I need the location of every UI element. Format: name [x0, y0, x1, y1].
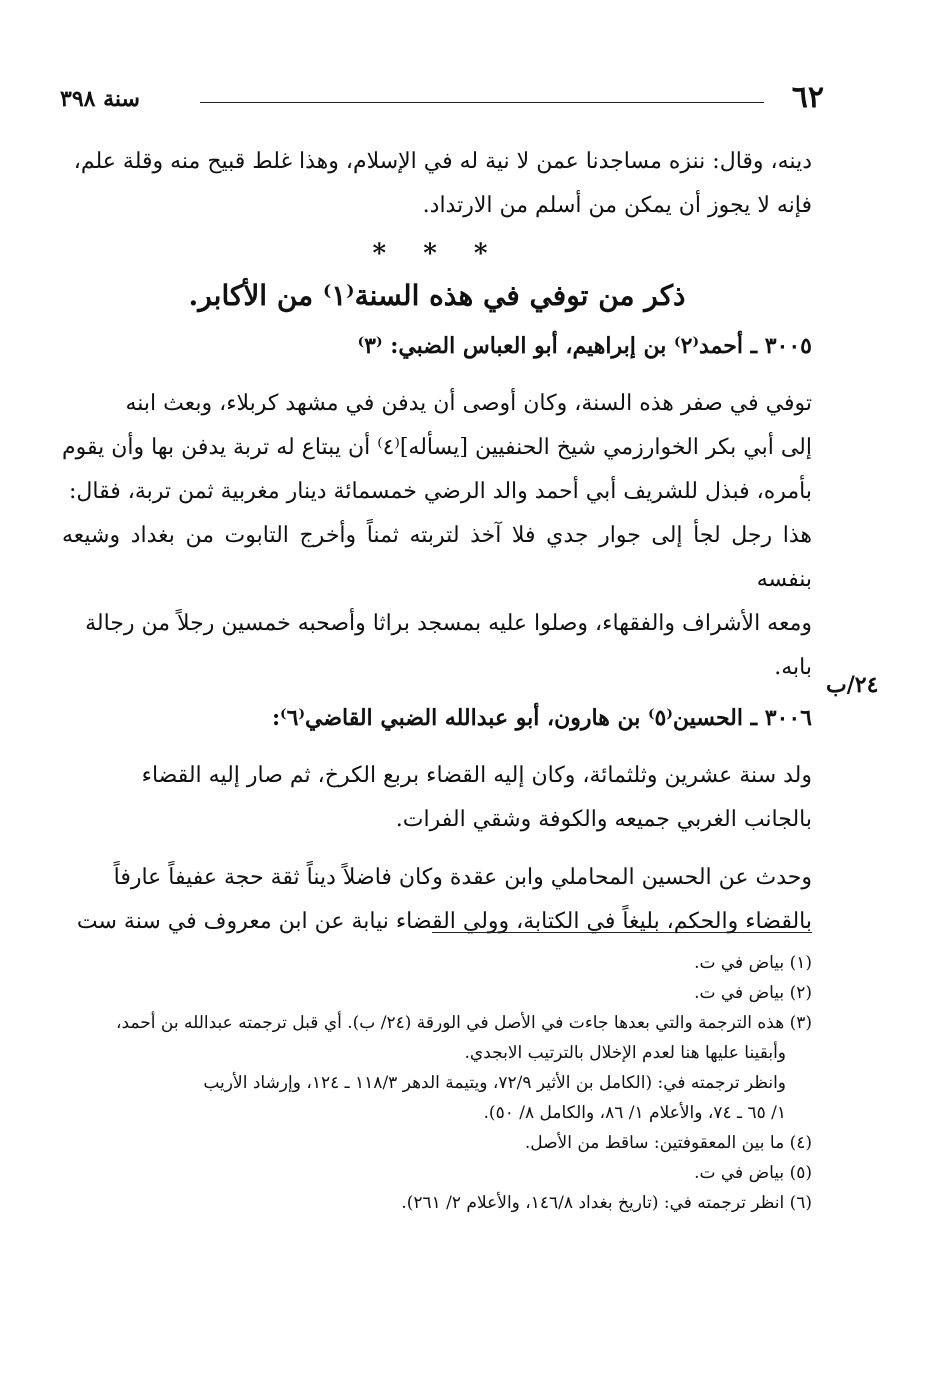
section-title: ذكر من توفي في هذه السنة⁽١⁾ من الأكابر.	[188, 279, 686, 312]
body-line: بالجانب الغربي جميعه والكوفة وشقي الفرات.	[395, 807, 812, 832]
footnote: (٣) هذه الترجمة والتي بعدها جاءت في الأصل في الورقة (٢٤/ ب). أي قبل ترجمته عبدالله بن أحمد،	[116, 1013, 812, 1033]
body-line: بابه.	[774, 655, 812, 680]
footnote: (٢) بياض في ت.	[694, 983, 812, 1003]
footnote-rule	[432, 932, 812, 933]
footnote-continuation: وانظر ترجمته في: (الكامل بن الأثير ٧٢/٩، ويتيمة الدهر ١١٨/٣ ـ ١٢٤، وإرشاد الأريب	[203, 1073, 786, 1093]
footnote: (١) بياض في ت.	[694, 953, 812, 973]
body-line: ومعه الأشراف والفقهاء، وصلوا عليه بمسجد براثا وأصحبه خمسين رجلاً من رجالة	[85, 611, 812, 636]
footnote: (٤) ما بين المعقوفتين: ساقط من الأصل.	[524, 1133, 812, 1153]
footnote: (٥) بياض في ت.	[694, 1163, 812, 1183]
main-text	[62, 140, 812, 944]
page-number: ٦٢	[791, 80, 824, 115]
footnote: (٦) انظر ترجمته في: (تاريخ بغداد ١٤٦/٨، والأعلام ٢/ ٢٦١).	[401, 1193, 812, 1213]
body-line: إلى أبي بكر الخوارزمي شيخ الحنفيين [يسأله]⁽٤⁾ أن يبتاع له تربة يدفن بها وأن يقوم	[62, 435, 812, 460]
section-separator: * * *	[372, 239, 502, 269]
running-head: سنة ٣٩٨	[60, 86, 140, 112]
body-line: وحدث عن الحسين المحاملي وابن عقدة وكان فاضلاً ديناً ثقة حجة عفيفاً عارفاً	[113, 865, 812, 890]
header-rule	[200, 102, 764, 103]
body-line: هذا رجل لجأ إلى جوار جدي فلا آخذ لتربته ثمناً وأخرج التابوت من بغداد وشيعه بنفسه	[62, 523, 812, 592]
footnote-continuation: وأبقينا عليها هنا لعدم الإخلال بالترتيب الابجدي.	[464, 1043, 786, 1063]
footnote-continuation: ١/ ٦٥ ـ ٧٤، والأعلام ١/ ٨٦، والكامل ٨/ ٥٠).	[483, 1103, 786, 1123]
body-line: ولد سنة عشرين وثلثمائة، وكان إليه القضاء بربع الكرخ، ثم صار إليه القضاء	[141, 763, 812, 788]
entry-heading: ٣٠٠٦ ـ الحسين⁽٥⁾ بن هارون، أبو عبدالله الضبي القاضي⁽٦⁾:	[271, 705, 812, 731]
body-line: بالقضاء والحكم، بليغاً في الكتابة، وولي القضاء نيابة عن ابن معروف في سنة ست	[76, 909, 812, 934]
manuscript-folio-note: ٢٤/ب	[826, 672, 879, 698]
entry-heading: ٣٠٠٥ ـ أحمد⁽٢⁾ بن إبراهيم، أبو العباس الضبي: ⁽٣⁾	[357, 333, 812, 359]
footnotes	[62, 948, 812, 1218]
page-header	[60, 80, 824, 120]
body-line: دينه، وقال: ننزه مساجدنا عمن لا نية له في الإسلام، وهذا غلط قبيح منه وقلة علم،	[73, 149, 812, 174]
body-line: توفي في صفر هذه السنة، وكان أوصى أن يدفن في مشهد كربلاء، وبعث ابنه	[125, 391, 812, 416]
body-line: بأمره، فبذل للشريف أبي أحمد والد الرضي خمسمائة دينار مغربية ثمن تربة، فقال:	[68, 479, 812, 504]
body-line: فإنه لا يجوز أن يمكن من أسلم من الارتداد.	[422, 193, 812, 218]
